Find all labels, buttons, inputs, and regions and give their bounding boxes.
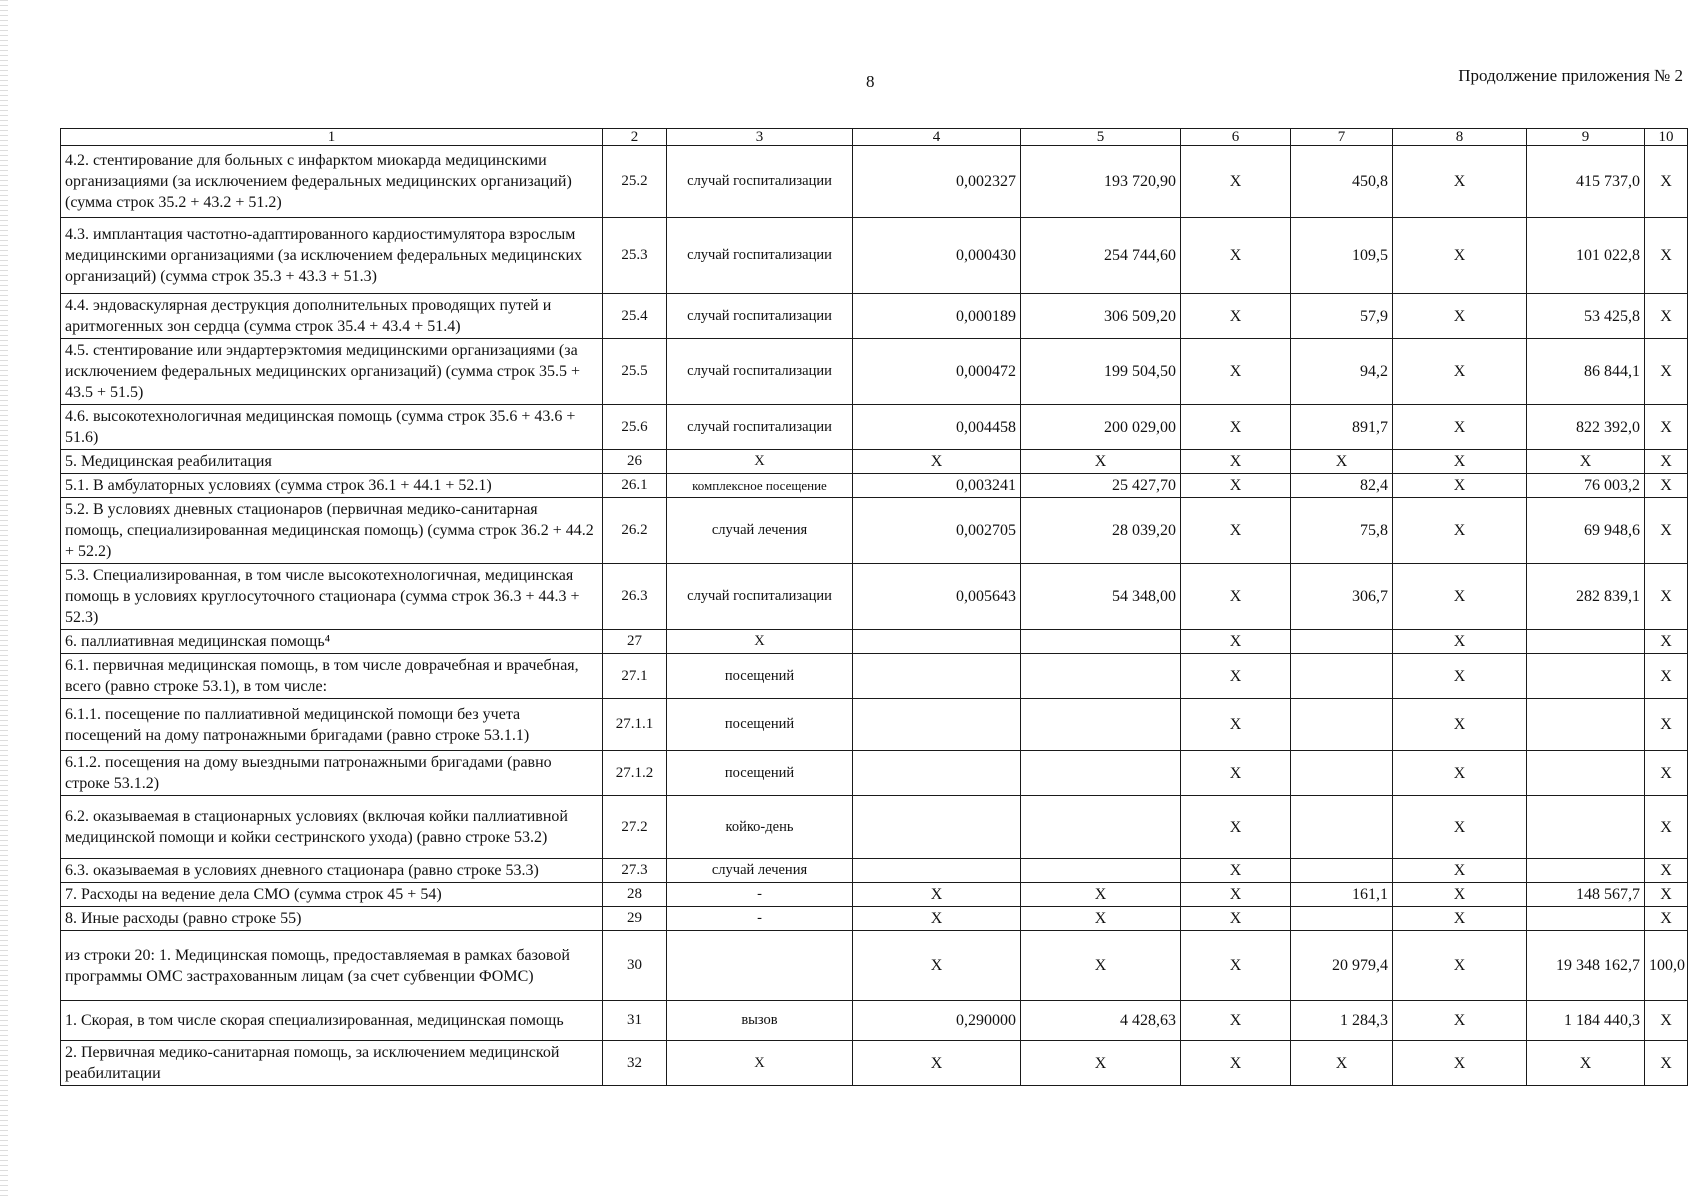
value-cell-col4: 0,004458 (853, 405, 1021, 450)
value-cell-col10: X (1645, 751, 1688, 796)
value-cell-col6: X (1181, 405, 1291, 450)
value-cell-col6: X (1181, 474, 1291, 498)
value-cell-col7: X (1291, 450, 1393, 474)
row-title: 5.1. В амбулаторных условиях (сумма строк 36.1 + 44.1 + 52.1) (61, 474, 603, 498)
value-cell-col10: X (1645, 405, 1688, 450)
table-row (61, 498, 1688, 564)
value-cell-col7: 20 979,4 (1291, 931, 1393, 1001)
value-cell-col10: X (1645, 218, 1688, 294)
value-cell-col8: X (1393, 498, 1527, 564)
value-cell-col6: X (1181, 654, 1291, 699)
value-cell-col9: 69 948,6 (1527, 498, 1645, 564)
value-cell-col10: X (1645, 1041, 1688, 1086)
value-cell-col4 (853, 751, 1021, 796)
value-cell-col8: X (1393, 883, 1527, 907)
value-cell-col6: X (1181, 630, 1291, 654)
row-code: 27.1.2 (603, 751, 667, 796)
unit-cell: случай госпитализации (667, 146, 853, 218)
value-cell-col4: 0,005643 (853, 564, 1021, 630)
row-code: 25.4 (603, 294, 667, 339)
value-cell-col10: 100,0 (1645, 931, 1688, 1001)
value-cell-col10: X (1645, 654, 1688, 699)
value-cell-col7: 75,8 (1291, 498, 1393, 564)
value-cell-col5: 199 504,50 (1021, 339, 1181, 405)
value-cell-col8: X (1393, 450, 1527, 474)
unit-cell: посещений (667, 751, 853, 796)
value-cell-col7: 1 284,3 (1291, 1001, 1393, 1041)
table-row (61, 699, 1688, 751)
unit-cell: комплексное посещение (667, 474, 853, 498)
row-code: 31 (603, 1001, 667, 1041)
value-cell-col5: 193 720,90 (1021, 146, 1181, 218)
value-cell-col8: X (1393, 294, 1527, 339)
value-cell-col10: X (1645, 339, 1688, 405)
value-cell-col9: X (1527, 450, 1645, 474)
value-cell-col9: 101 022,8 (1527, 218, 1645, 294)
unit-cell: X (667, 630, 853, 654)
value-cell-col5 (1021, 859, 1181, 883)
table-row (61, 564, 1688, 630)
unit-cell: вызов (667, 1001, 853, 1041)
table-row (61, 907, 1688, 931)
table-row (61, 883, 1688, 907)
row-code: 25.3 (603, 218, 667, 294)
row-code: 28 (603, 883, 667, 907)
value-cell-col8: X (1393, 907, 1527, 931)
value-cell-col5: 28 039,20 (1021, 498, 1181, 564)
table-row (61, 751, 1688, 796)
value-cell-col9: 1 184 440,3 (1527, 1001, 1645, 1041)
table-row (61, 218, 1688, 294)
value-cell-col5: X (1021, 907, 1181, 931)
row-code: 25.6 (603, 405, 667, 450)
unit-cell (667, 931, 853, 1001)
value-cell-col5: 306 509,20 (1021, 294, 1181, 339)
value-cell-col8: X (1393, 751, 1527, 796)
column-number: 7 (1291, 129, 1393, 146)
value-cell-col8: X (1393, 474, 1527, 498)
row-code: 25.5 (603, 339, 667, 405)
row-title: 6.1.2. посещения на дому выездными патронажными бригадами (равно строке 53.1.2) (61, 751, 603, 796)
row-title: 4.3. имплантация частотно-адаптированного кардиостимулятора взрослым медицинскими организациями (за исключением федеральных медицинских организаций) (сумма строк 35.3 + 43.3 + 51.3) (61, 218, 603, 294)
scan-edge (0, 0, 8, 1200)
table-row (61, 796, 1688, 859)
value-cell-col10: X (1645, 630, 1688, 654)
value-cell-col8: X (1393, 339, 1527, 405)
unit-cell: X (667, 450, 853, 474)
value-cell-col7: 82,4 (1291, 474, 1393, 498)
value-cell-col10: X (1645, 883, 1688, 907)
value-cell-col6: X (1181, 796, 1291, 859)
unit-cell: случай лечения (667, 498, 853, 564)
value-cell-col6: X (1181, 294, 1291, 339)
value-cell-col7 (1291, 699, 1393, 751)
value-cell-col7: 161,1 (1291, 883, 1393, 907)
value-cell-col8: X (1393, 654, 1527, 699)
value-cell-col6: X (1181, 883, 1291, 907)
value-cell-col7: 306,7 (1291, 564, 1393, 630)
value-cell-col5: X (1021, 1041, 1181, 1086)
value-cell-col8: X (1393, 218, 1527, 294)
row-code: 29 (603, 907, 667, 931)
page-number: 8 (866, 72, 875, 91)
row-code: 27.2 (603, 796, 667, 859)
unit-cell: посещений (667, 699, 853, 751)
value-cell-col8: X (1393, 699, 1527, 751)
unit-cell: случай госпитализации (667, 405, 853, 450)
column-number: 5 (1021, 129, 1181, 146)
value-cell-col5: 254 744,60 (1021, 218, 1181, 294)
value-cell-col10: X (1645, 796, 1688, 859)
value-cell-col5: 200 029,00 (1021, 405, 1181, 450)
row-code: 26.3 (603, 564, 667, 630)
value-cell-col10: X (1645, 859, 1688, 883)
unit-cell: случай госпитализации (667, 339, 853, 405)
value-cell-col5 (1021, 796, 1181, 859)
value-cell-col6: X (1181, 498, 1291, 564)
column-number: 8 (1393, 129, 1527, 146)
table-row (61, 630, 1688, 654)
row-title: 6. паллиативная медицинская помощь⁴ (61, 630, 603, 654)
value-cell-col5 (1021, 654, 1181, 699)
value-cell-col9: 86 844,1 (1527, 339, 1645, 405)
unit-cell: - (667, 907, 853, 931)
column-number: 4 (853, 129, 1021, 146)
column-number: 6 (1181, 129, 1291, 146)
row-code: 27.1.1 (603, 699, 667, 751)
value-cell-col5 (1021, 630, 1181, 654)
value-cell-col4: 0,002327 (853, 146, 1021, 218)
value-cell-col6: X (1181, 146, 1291, 218)
row-title: из строки 20: 1. Медицинская помощь, предоставляемая в рамках базовой программы ОМС застрахованным лицам (за счет субвенции ФОМС) (61, 931, 603, 1001)
value-cell-col6: X (1181, 218, 1291, 294)
table-row (61, 146, 1688, 218)
value-cell-col5 (1021, 699, 1181, 751)
value-cell-col9: 822 392,0 (1527, 405, 1645, 450)
table-row (61, 474, 1688, 498)
row-title: 6.1. первичная медицинская помощь, в том числе доврачебная и врачебная, всего (равно строке 53.1), в том числе: (61, 654, 603, 699)
value-cell-col9: 76 003,2 (1527, 474, 1645, 498)
data-table (60, 128, 1688, 1086)
value-cell-col10: X (1645, 907, 1688, 931)
unit-cell: X (667, 1041, 853, 1086)
unit-cell: случай лечения (667, 859, 853, 883)
column-number: 1 (61, 129, 603, 146)
table-row (61, 1001, 1688, 1041)
appendix-continuation-note: Продолжение приложения № 2 (1458, 66, 1683, 85)
row-title: 1. Скорая, в том числе скорая специализированная, медицинская помощь (61, 1001, 603, 1041)
unit-cell: койко-день (667, 796, 853, 859)
table-row (61, 859, 1688, 883)
table-row (61, 294, 1688, 339)
row-title: 5.3. Специализированная, в том числе высокотехнологичная, медицинская помощь в условиях круглосуточного стационара (сумма строк 36.3 + 44.3 + 52.3) (61, 564, 603, 630)
row-code: 25.2 (603, 146, 667, 218)
value-cell-col8: X (1393, 1001, 1527, 1041)
value-cell-col8: X (1393, 931, 1527, 1001)
value-cell-col7: 57,9 (1291, 294, 1393, 339)
value-cell-col4: 0,290000 (853, 1001, 1021, 1041)
value-cell-col8: X (1393, 146, 1527, 218)
value-cell-col7 (1291, 654, 1393, 699)
value-cell-col4: X (853, 883, 1021, 907)
value-cell-col5: 4 428,63 (1021, 1001, 1181, 1041)
value-cell-col4: 0,000189 (853, 294, 1021, 339)
value-cell-col7: 450,8 (1291, 146, 1393, 218)
value-cell-col6: X (1181, 751, 1291, 796)
value-cell-col9 (1527, 699, 1645, 751)
column-number: 2 (603, 129, 667, 146)
value-cell-col7 (1291, 630, 1393, 654)
value-cell-col8: X (1393, 405, 1527, 450)
value-cell-col8: X (1393, 630, 1527, 654)
value-cell-col10: X (1645, 146, 1688, 218)
unit-cell: случай госпитализации (667, 218, 853, 294)
value-cell-col6: X (1181, 699, 1291, 751)
value-cell-col7 (1291, 796, 1393, 859)
value-cell-col5: 54 348,00 (1021, 564, 1181, 630)
value-cell-col7: X (1291, 1041, 1393, 1086)
value-cell-col5: X (1021, 931, 1181, 1001)
value-cell-col5: 25 427,70 (1021, 474, 1181, 498)
table-row (61, 450, 1688, 474)
value-cell-col8: X (1393, 859, 1527, 883)
value-cell-col4: 0,002705 (853, 498, 1021, 564)
table-row (61, 405, 1688, 450)
value-cell-col4 (853, 699, 1021, 751)
value-cell-col5: X (1021, 883, 1181, 907)
value-cell-col9: 148 567,7 (1527, 883, 1645, 907)
row-code: 27 (603, 630, 667, 654)
value-cell-col7: 109,5 (1291, 218, 1393, 294)
column-number: 3 (667, 129, 853, 146)
value-cell-col4: 0,003241 (853, 474, 1021, 498)
value-cell-col9 (1527, 907, 1645, 931)
row-title: 4.5. стентирование или эндартерэктомия медицинскими организациями (за исключением федеральных медицинских организаций) (сумма строк 35.5 + 43.5 + 51.5) (61, 339, 603, 405)
value-cell-col8: X (1393, 1041, 1527, 1086)
value-cell-col9: 53 425,8 (1527, 294, 1645, 339)
value-cell-col7 (1291, 859, 1393, 883)
row-code: 30 (603, 931, 667, 1001)
column-number: 10 (1645, 129, 1688, 146)
row-code: 26.2 (603, 498, 667, 564)
value-cell-col10: X (1645, 1001, 1688, 1041)
value-cell-col10: X (1645, 294, 1688, 339)
row-title: 2. Первичная медико-санитарная помощь, за исключением медицинской реабилитации (61, 1041, 603, 1086)
value-cell-col9 (1527, 859, 1645, 883)
unit-cell: случай госпитализации (667, 294, 853, 339)
value-cell-col5 (1021, 751, 1181, 796)
value-cell-col6: X (1181, 339, 1291, 405)
value-cell-col9: 19 348 162,7 (1527, 931, 1645, 1001)
value-cell-col4: 0,000472 (853, 339, 1021, 405)
value-cell-col9: X (1527, 1041, 1645, 1086)
value-cell-col4 (853, 796, 1021, 859)
row-code: 27.1 (603, 654, 667, 699)
row-title: 6.3. оказываемая в условиях дневного стационара (равно строке 53.3) (61, 859, 603, 883)
row-title: 7. Расходы на ведение дела СМО (сумма строк 45 + 54) (61, 883, 603, 907)
value-cell-col6: X (1181, 859, 1291, 883)
table-row (61, 931, 1688, 1001)
value-cell-col6: X (1181, 1041, 1291, 1086)
value-cell-col7: 891,7 (1291, 405, 1393, 450)
value-cell-col6: X (1181, 450, 1291, 474)
row-title: 6.1.1. посещение по паллиативной медицинской помощи без учета посещений на дому патронажными бригадами (равно строке 53.1.1) (61, 699, 603, 751)
value-cell-col7 (1291, 751, 1393, 796)
value-cell-col6: X (1181, 1001, 1291, 1041)
value-cell-col9 (1527, 654, 1645, 699)
value-cell-col4: X (853, 931, 1021, 1001)
row-code: 32 (603, 1041, 667, 1086)
value-cell-col4: X (853, 907, 1021, 931)
row-title: 4.4. эндоваскулярная деструкция дополнительных проводящих путей и аритмогенных зон сердца (сумма строк 35.4 + 43.4 + 51.4) (61, 294, 603, 339)
value-cell-col9: 415 737,0 (1527, 146, 1645, 218)
value-cell-col10: X (1645, 498, 1688, 564)
value-cell-col10: X (1645, 699, 1688, 751)
column-number: 9 (1527, 129, 1645, 146)
value-cell-col6: X (1181, 907, 1291, 931)
value-cell-col4 (853, 859, 1021, 883)
table-row (61, 1041, 1688, 1086)
unit-cell: случай госпитализации (667, 564, 853, 630)
table-row (61, 339, 1688, 405)
value-cell-col7 (1291, 907, 1393, 931)
unit-cell: - (667, 883, 853, 907)
value-cell-col9: 282 839,1 (1527, 564, 1645, 630)
row-code: 26 (603, 450, 667, 474)
value-cell-col4 (853, 654, 1021, 699)
unit-cell: посещений (667, 654, 853, 699)
value-cell-col10: X (1645, 564, 1688, 630)
value-cell-col6: X (1181, 931, 1291, 1001)
row-code: 27.3 (603, 859, 667, 883)
value-cell-col9 (1527, 751, 1645, 796)
column-number-row (61, 129, 1688, 146)
row-title: 5.2. В условиях дневных стационаров (первичная медико-санитарная помощь, специализированная медицинская помощь) (сумма строк 36.2 + 44.2 + 52.2) (61, 498, 603, 564)
value-cell-col9 (1527, 630, 1645, 654)
value-cell-col10: X (1645, 450, 1688, 474)
value-cell-col4: X (853, 450, 1021, 474)
row-code: 26.1 (603, 474, 667, 498)
value-cell-col8: X (1393, 796, 1527, 859)
row-title: 5. Медицинская реабилитация (61, 450, 603, 474)
value-cell-col4: 0,000430 (853, 218, 1021, 294)
value-cell-col7: 94,2 (1291, 339, 1393, 405)
value-cell-col9 (1527, 796, 1645, 859)
row-title: 8. Иные расходы (равно строке 55) (61, 907, 603, 931)
value-cell-col6: X (1181, 564, 1291, 630)
value-cell-col4: X (853, 1041, 1021, 1086)
row-title: 4.2. стентирование для больных с инфарктом миокарда медицинскими организациями (за исключением федеральных медицинских организаций) (сумма строк 35.2 + 43.2 + 51.2) (61, 146, 603, 218)
row-title: 6.2. оказываемая в стационарных условиях (включая койки паллиативной медицинской помощи и койки сестринского ухода) (равно строке 53.2) (61, 796, 603, 859)
value-cell-col4 (853, 630, 1021, 654)
table-row (61, 654, 1688, 699)
value-cell-col5: X (1021, 450, 1181, 474)
row-title: 4.6. высокотехнологичная медицинская помощь (сумма строк 35.6 + 43.6 + 51.6) (61, 405, 603, 450)
value-cell-col8: X (1393, 564, 1527, 630)
value-cell-col10: X (1645, 474, 1688, 498)
